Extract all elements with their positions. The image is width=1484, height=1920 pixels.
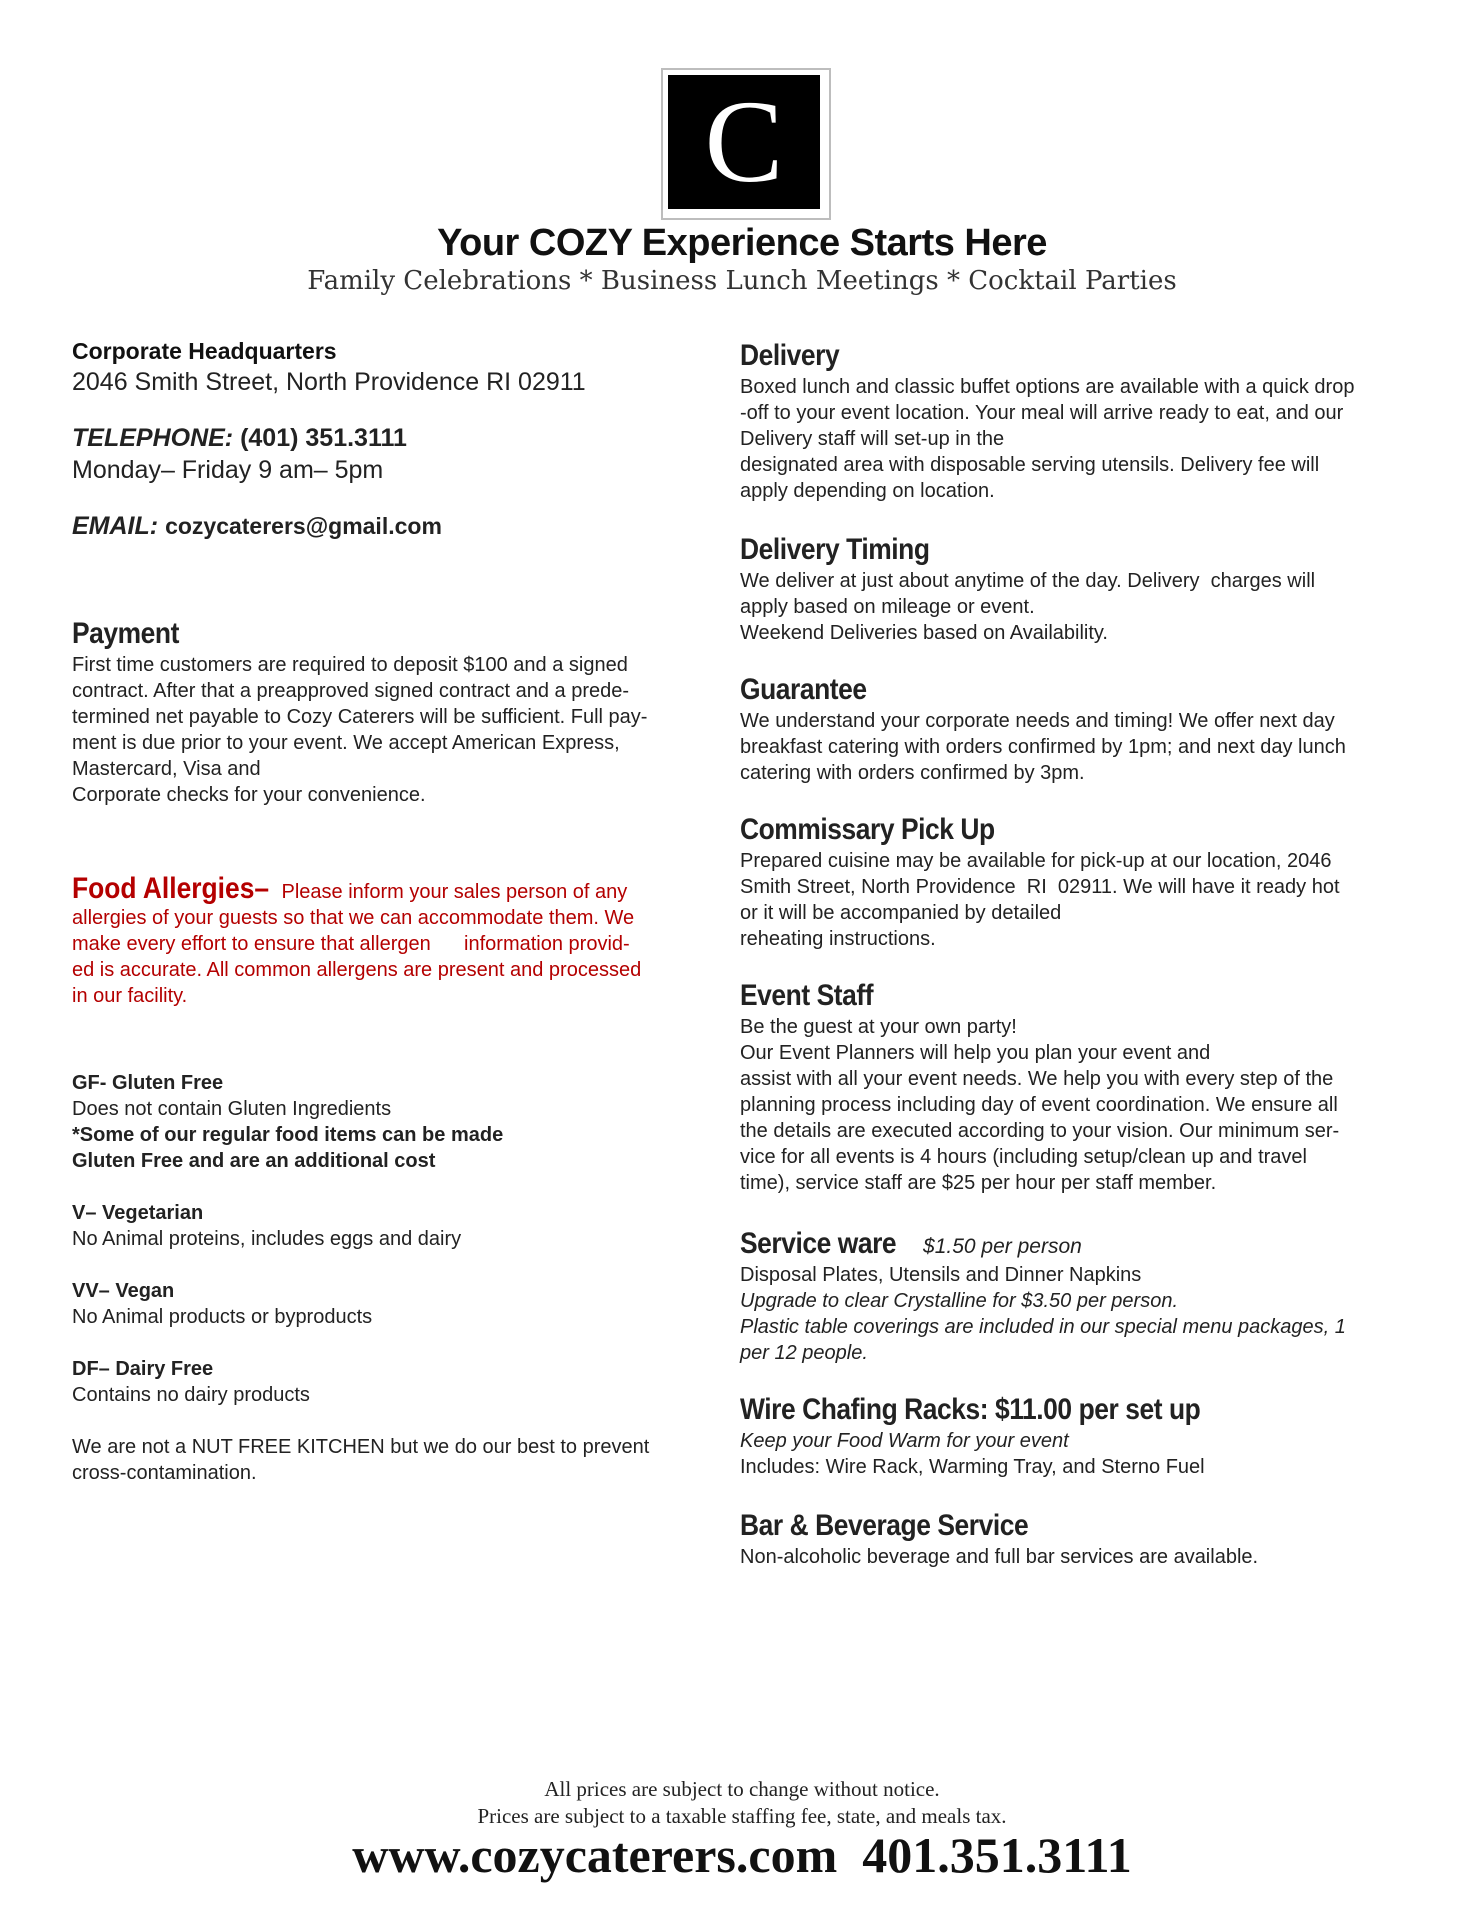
bar-title: Bar & Beverage Service (740, 1509, 1029, 1542)
gf-note: Gluten Free and are an additional cost (72, 1150, 436, 1172)
chafing-title: Wire Chafing Racks: $11.00 per set up (740, 1393, 1201, 1426)
allergies-title: Food Allergies– (72, 872, 270, 905)
event-staff-line: Be the guest at your own party! (740, 1016, 1017, 1038)
delivery-line: designated area with disposable serving utensils. Delivery fee will (740, 454, 1320, 476)
delivery-timing-section (740, 532, 1420, 646)
allergies-line: in our facility. (72, 985, 188, 1007)
logo-letter: C (668, 75, 820, 209)
delivery-line: apply depending on location. (740, 480, 995, 502)
email-link[interactable]: cozycaterers@gmail.com (165, 513, 442, 539)
bar-line: Non-alcoholic beverage and full bar services are available. (740, 1546, 1259, 1568)
delivery-line: Boxed lunch and classic buffet options are available with a quick drop (740, 376, 1355, 398)
gf-title: GF- Gluten Free (72, 1072, 224, 1094)
event-staff-line: assist with all your event needs. We help you with every step of the (740, 1068, 1334, 1090)
payment-line: Mastercard, Visa and (72, 758, 261, 780)
telephone-value[interactable]: (401) 351.3111 (240, 424, 407, 452)
payment-line: Corporate checks for your convenience. (72, 784, 426, 806)
pickup-line: reheating instructions. (740, 928, 936, 950)
footer-contact (0, 1826, 1484, 1884)
event-staff-line: vice for all events is 4 hours (including setup/clean up and travel (740, 1146, 1307, 1168)
service-ware-line: per 12 people. (740, 1342, 868, 1364)
gf-note: *Some of our regular food items can be made (72, 1124, 504, 1146)
hq-label: Corporate Headquarters (72, 338, 337, 364)
website-link[interactable]: www.cozycaterers.com (352, 1827, 838, 1883)
footer-note: All prices are subject to change without notice. (544, 1777, 940, 1801)
allergies-line: ed is accurate. All common allergens are present and processed (72, 959, 642, 981)
payment-line: ment is due prior to your event. We accept American Express, (72, 732, 620, 754)
contact-block (72, 336, 707, 542)
allergies-line: make every effort to ensure that allergen information provid- (72, 933, 630, 955)
delivery-timing-line: apply based on mileage or event. (740, 596, 1035, 618)
pickup-line: Prepared cuisine may be available for pick-up at our location, 2046 (740, 850, 1332, 872)
allergies-section (72, 872, 707, 1009)
chafing-line: Includes: Wire Rack, Warming Tray, and Sterno Fuel (740, 1456, 1205, 1478)
chafing-section (740, 1392, 1420, 1480)
telephone-label: TELEPHONE: (72, 424, 234, 452)
nut-notice: We are not a NUT FREE KITCHEN but we do our best to prevent (72, 1436, 650, 1458)
footer-phone[interactable]: 401.351.3111 (862, 1827, 1132, 1883)
v-title: V– Vegetarian (72, 1202, 204, 1224)
pickup-title: Commissary Pick Up (740, 813, 995, 846)
service-ware-line: Plastic table coverings are included in our special menu packages, 1 (740, 1316, 1346, 1338)
logo (661, 68, 831, 220)
delivery-timing-line: Weekend Deliveries based on Availability. (740, 622, 1108, 644)
guarantee-section (740, 672, 1420, 786)
page-title: Your COZY Experience Starts Here (437, 222, 1047, 264)
pickup-line: or it will be accompanied by detailed (740, 902, 1062, 924)
pickup-line: Smith Street, North Providence RI 02911. We will have it ready hot (740, 876, 1340, 898)
office-hours: Monday– Friday 9 am– 5pm (72, 456, 384, 484)
guarantee-title: Guarantee (740, 673, 867, 706)
event-staff-title: Event Staff (740, 979, 874, 1012)
pickup-section (740, 812, 1420, 952)
v-desc: No Animal proteins, includes eggs and dairy (72, 1228, 462, 1250)
payment-title: Payment (72, 617, 179, 650)
event-staff-line: planning process including day of event coordination. We ensure all (740, 1094, 1338, 1116)
page-subtitle: Family Celebrations * Business Lunch Meetings * Cocktail Parties (307, 266, 1177, 296)
delivery-title: Delivery (740, 339, 840, 372)
payment-line: First time customers are required to deposit $100 and a signed (72, 654, 628, 676)
service-ware-line: Disposal Plates, Utensils and Dinner Napkins (740, 1264, 1142, 1286)
dietary-section (72, 1070, 707, 1486)
payment-section (72, 616, 707, 808)
email-label: EMAIL: (72, 512, 159, 540)
guarantee-line: catering with orders confirmed by 3pm. (740, 762, 1085, 784)
footer-note: Prices are subject to a taxable staffing fee, state, and meals tax. (477, 1804, 1007, 1828)
hq-address: 2046 Smith Street, North Providence RI 02911 (72, 368, 586, 396)
allergies-line: Please inform your sales person of any (281, 881, 628, 903)
vv-title: VV– Vegan (72, 1280, 175, 1302)
delivery-timing-line: We deliver at just about anytime of the day. Delivery charges will (740, 570, 1316, 592)
service-ware-title: Service ware (740, 1227, 897, 1260)
nut-notice: cross-contamination. (72, 1462, 257, 1484)
event-staff-line: Our Event Planners will help you plan your event and (740, 1042, 1211, 1064)
gf-desc: Does not contain Gluten Ingredients (72, 1098, 392, 1120)
delivery-line: Delivery staff will set-up in the (740, 428, 1005, 450)
service-ware-line: Upgrade to clear Crystalline for $3.50 per person. (740, 1290, 1179, 1312)
delivery-section (740, 338, 1420, 504)
payment-line: contract. After that a preapproved signed contract and a prede- (72, 680, 630, 702)
allergies-line: allergies of your guests so that we can accommodate them. We (72, 907, 635, 929)
event-staff-line: time), service staff are $25 per hour per staff member. (740, 1172, 1217, 1194)
guarantee-line: breakfast catering with orders confirmed by 1pm; and next day lunch (740, 736, 1346, 758)
delivery-timing-title: Delivery Timing (740, 533, 930, 566)
delivery-line: -off to your event location. Your meal will arrive ready to eat, and our (740, 402, 1344, 424)
service-ware-section (740, 1226, 1420, 1366)
df-desc: Contains no dairy products (72, 1384, 310, 1406)
bar-section (740, 1508, 1420, 1570)
df-title: DF– Dairy Free (72, 1358, 214, 1380)
chafing-line: Keep your Food Warm for your event (740, 1430, 1069, 1452)
vv-desc: No Animal products or byproducts (72, 1306, 373, 1328)
event-staff-section (740, 978, 1420, 1196)
guarantee-line: We understand your corporate needs and timing! We offer next day (740, 710, 1335, 732)
payment-line: termined net payable to Cozy Caterers will be sufficient. Full pay- (72, 706, 648, 728)
service-ware-price: $1.50 per person (923, 1235, 1082, 1258)
event-staff-line: the details are executed according to your vision. Our minimum ser- (740, 1120, 1340, 1142)
